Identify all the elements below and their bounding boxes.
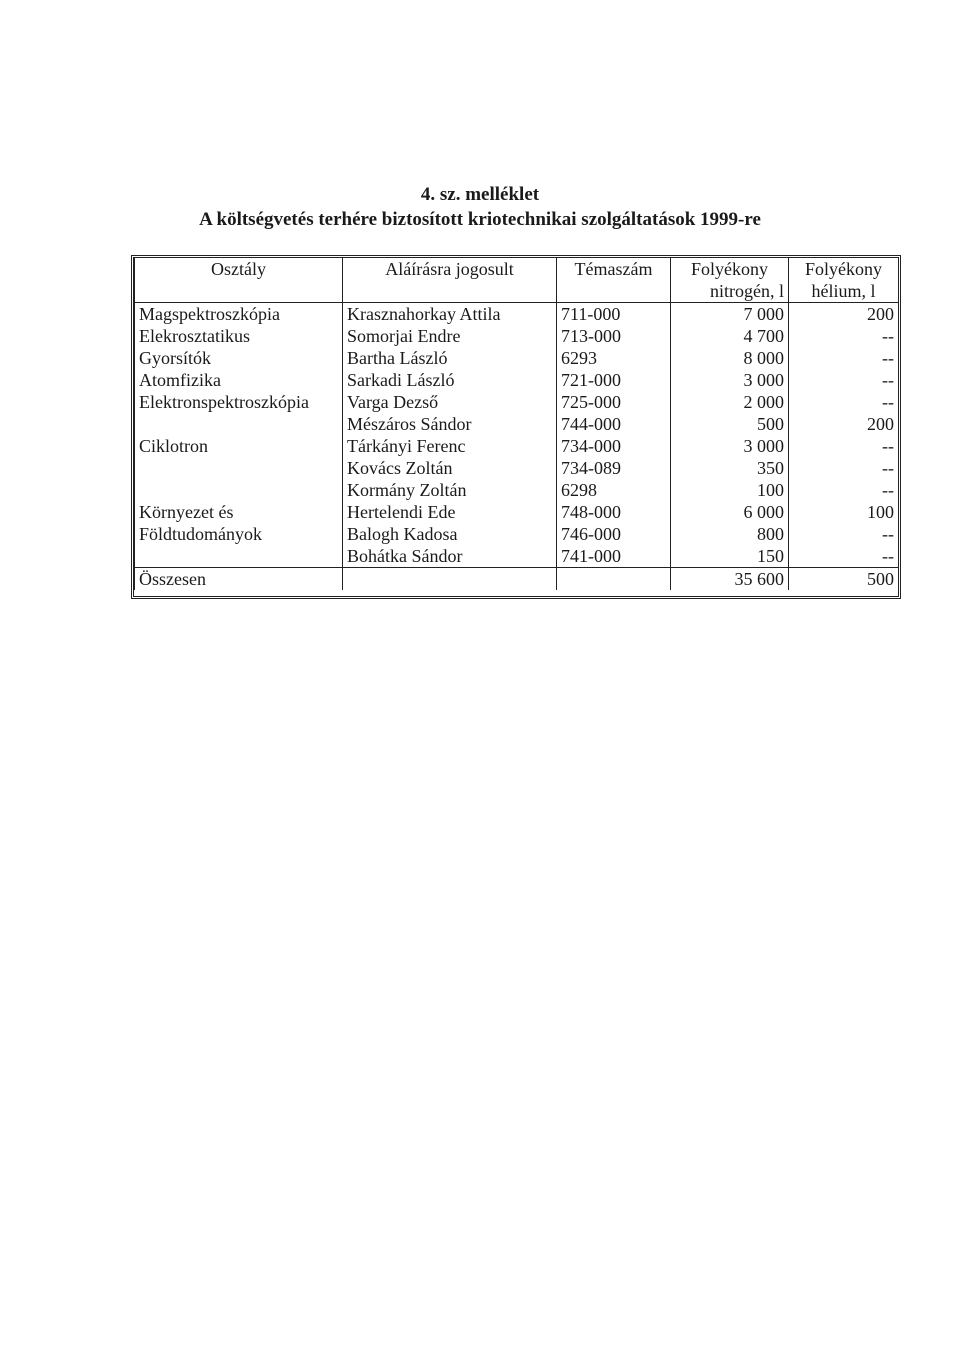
cell-alairo: Bohátka Sándor — [343, 545, 557, 568]
cell-temaszam: 6298 — [557, 479, 671, 501]
header-osztaly: Osztály — [135, 258, 343, 303]
total-empty-temaszam — [557, 568, 671, 591]
cell-temaszam: 741-000 — [557, 545, 671, 568]
cell-helium: -- — [789, 435, 899, 457]
cryo-services-table — [134, 258, 899, 590]
table-row — [135, 325, 899, 347]
cell-temaszam: 734-000 — [557, 435, 671, 457]
cell-alairo: Somorjai Endre — [343, 325, 557, 347]
table-row — [135, 479, 899, 501]
cell-osztaly — [135, 545, 343, 568]
header-nitrogen-line1: Folyékony — [690, 259, 768, 279]
cell-alairo: Kovács Zoltán — [343, 457, 557, 479]
table-row — [135, 501, 899, 523]
header-nitrogen — [671, 258, 789, 303]
header-temaszam: Témaszám — [557, 258, 671, 303]
cell-nitrogen: 3 000 — [671, 435, 789, 457]
table-row — [135, 523, 899, 545]
cell-osztaly — [135, 457, 343, 479]
cell-osztaly: Földtudományok — [135, 523, 343, 545]
cell-helium: 100 — [789, 501, 899, 523]
cell-helium: -- — [789, 391, 899, 413]
table-row — [135, 545, 899, 568]
cell-temaszam: 725-000 — [557, 391, 671, 413]
table-row — [135, 303, 899, 326]
cell-helium: -- — [789, 347, 899, 369]
cell-temaszam: 711-000 — [557, 303, 671, 326]
cell-osztaly: Ciklotron — [135, 435, 343, 457]
table-total-row — [135, 568, 899, 591]
cell-temaszam: 721-000 — [557, 369, 671, 391]
cell-temaszam: 734-089 — [557, 457, 671, 479]
cell-nitrogen: 100 — [671, 479, 789, 501]
annex-title: 4. sz. melléklet — [420, 184, 540, 205]
total-label: Összesen — [135, 568, 343, 591]
cell-osztaly: Elektronspektroszkópia — [135, 391, 343, 413]
cell-alairo: Mészáros Sándor — [343, 413, 557, 435]
cell-osztaly: Környezet és — [135, 501, 343, 523]
table-row — [135, 435, 899, 457]
cell-osztaly: Gyorsítók — [135, 347, 343, 369]
table-row — [135, 391, 899, 413]
cell-nitrogen: 800 — [671, 523, 789, 545]
table-row — [135, 347, 899, 369]
cell-nitrogen: 500 — [671, 413, 789, 435]
services-table-frame — [131, 255, 901, 599]
cell-alairo: Kormány Zoltán — [343, 479, 557, 501]
cell-temaszam: 744-000 — [557, 413, 671, 435]
table-row — [135, 457, 899, 479]
cell-temaszam: 748-000 — [557, 501, 671, 523]
cell-nitrogen: 150 — [671, 545, 789, 568]
cell-nitrogen: 6 000 — [671, 501, 789, 523]
cell-alairo: Tárkányi Ferenc — [343, 435, 557, 457]
header-alairo: Aláírásra jogosult — [343, 258, 557, 303]
header-helium — [789, 258, 899, 303]
document-subtitle: A költségvetés terhére biztosított kriotechnikai szolgáltatások 1999-re — [199, 209, 761, 230]
cell-nitrogen: 4 700 — [671, 325, 789, 347]
cell-alairo: Varga Dezső — [343, 391, 557, 413]
cell-helium: 200 — [789, 413, 899, 435]
cell-alairo: Sarkadi László — [343, 369, 557, 391]
cell-alairo: Balogh Kadosa — [343, 523, 557, 545]
table-row — [135, 369, 899, 391]
cell-helium: -- — [789, 325, 899, 347]
cell-nitrogen: 3 000 — [671, 369, 789, 391]
cell-nitrogen: 350 — [671, 457, 789, 479]
header-helium-line1: Folyékony — [804, 259, 882, 279]
cell-osztaly — [135, 413, 343, 435]
cell-helium: -- — [789, 369, 899, 391]
cell-nitrogen: 2 000 — [671, 391, 789, 413]
cell-helium: -- — [789, 479, 899, 501]
cell-osztaly — [135, 479, 343, 501]
cell-temaszam: 746-000 — [557, 523, 671, 545]
table-row — [135, 413, 899, 435]
cell-temaszam: 6293 — [557, 347, 671, 369]
cell-helium: -- — [789, 545, 899, 568]
total-empty-alairo — [343, 568, 557, 591]
cell-nitrogen: 8 000 — [671, 347, 789, 369]
table-header-row — [135, 258, 899, 303]
cell-helium: -- — [789, 457, 899, 479]
total-nitrogen: 35 600 — [671, 568, 789, 591]
cell-temaszam: 713-000 — [557, 325, 671, 347]
cell-nitrogen: 7 000 — [671, 303, 789, 326]
header-helium-line2: hélium, l — [811, 281, 876, 301]
cell-osztaly: Magspektroszkópia — [135, 303, 343, 326]
cell-helium: 200 — [789, 303, 899, 326]
cell-alairo: Hertelendi Ede — [343, 501, 557, 523]
cell-alairo: Bartha László — [343, 347, 557, 369]
cell-helium: -- — [789, 523, 899, 545]
cell-alairo: Krasznahorkay Attila — [343, 303, 557, 326]
total-helium: 500 — [789, 568, 899, 591]
cell-osztaly: Atomfizika — [135, 369, 343, 391]
header-nitrogen-line2: nitrogén, l — [710, 281, 784, 301]
cell-osztaly: Elekrosztatikus — [135, 325, 343, 347]
